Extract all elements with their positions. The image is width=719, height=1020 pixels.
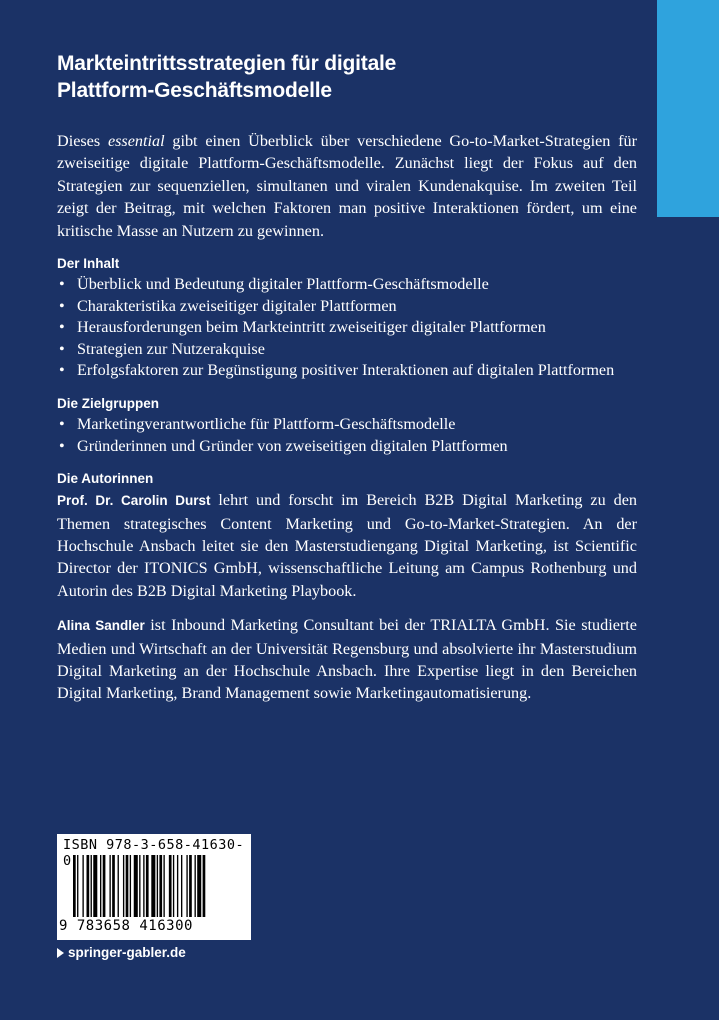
list-item-text: Herausforderungen beim Markteintritt zweiseitiger digitaler Plattformen <box>77 318 546 337</box>
bullet-icon: • <box>59 275 65 294</box>
author1-bio: lehrt und forscht im Bereich B2B Digital Marketing zu den Themen strategisches Content Marketing und Go-to-Market-Strategien. An der Hochschule Ansbach leitet sie den Masterstudiengang Digital Marketing, ist Scientific Director der ITONICS GmbH, wissenschaftliche Leitung am Campus Rothenburg und Autorin des B2B Digital Marketing Playbook. <box>57 491 637 600</box>
barcode-bar <box>139 855 140 917</box>
accent-bar <box>657 0 719 217</box>
barcode-bar <box>82 855 83 917</box>
author2-name: Alina Sandler <box>57 618 145 634</box>
author1-paragraph <box>57 489 637 602</box>
list-item <box>57 274 637 296</box>
barcode-bar <box>123 855 124 917</box>
publisher-link[interactable] <box>57 945 186 960</box>
bullet-icon: • <box>59 361 65 380</box>
barcode-bar <box>197 855 201 917</box>
bullet-icon: • <box>59 296 65 315</box>
barcode-bar <box>109 855 110 917</box>
title-line-2: Plattform-Geschäftsmodelle <box>57 79 332 102</box>
bullet-icon: • <box>59 436 65 455</box>
author2-bio: ist Inbound Marketing Consultant bei der TRIALTA GmbH. Sie studierte Medien und Wirtschaft an der Universität Regensburg und absolvierte ihr Masterstudium Digital Marketing an der Hochschule Ansbach. Ihre Expertise liegt in den Bereichen Digital Marketing, Brand Management sowie Marketingautomatisierung. <box>57 616 637 703</box>
barcode-bar <box>91 855 92 917</box>
publisher-url: springer-gabler.de <box>68 945 186 960</box>
barcode-digits: 9 783658 416300 <box>59 918 193 934</box>
barcode-bar <box>118 855 119 917</box>
barcode-bar <box>93 855 97 917</box>
zielgruppen-heading: Die Zielgruppen <box>57 396 160 411</box>
book-title <box>57 50 637 104</box>
barcode-bar <box>195 855 196 917</box>
bullet-icon: • <box>59 339 65 358</box>
list-item-text: Erfolgsfaktoren zur Begünstigung positiver Interaktionen auf digitalen Plattformen <box>77 361 615 380</box>
barcode-bar <box>103 855 106 917</box>
isbn-text: ISBN 978-3-658-41630-0 <box>63 837 245 869</box>
author1-name: Prof. Dr. Carolin Durst <box>57 493 211 509</box>
list-item-text: Überblick und Bedeutung digitaler Plattform-Geschäftsmodelle <box>77 275 489 294</box>
barcode-bar <box>203 855 206 917</box>
isbn-barcode <box>57 834 251 940</box>
author2-paragraph <box>57 614 637 705</box>
barcode-bar <box>186 855 187 917</box>
arrow-right-icon <box>57 948 64 958</box>
barcode-bar <box>126 855 129 917</box>
barcode-bar <box>100 855 101 917</box>
barcode-bars <box>73 855 245 917</box>
list-item-text: Gründerinnen und Gründer von zweiseitigen digitalen Plattformen <box>77 436 508 455</box>
list-item <box>57 436 637 458</box>
barcode-bar <box>159 855 162 917</box>
intro-rest: gibt einen Überblick über verschiedene Go-to-Market-Strategien für zweiseitige digitale Plattform-Geschäftsmodelle. Zunächst liegt der Fokus auf den Strategien zur sequenziellen, simultanen und viralen Kundenakquise. Im zweiten Teil zeigt der Beitrag, mit welchen Faktoren man positive Interaktionen fördert, um eine kritische Masse an Nutzern zu gewinnen. <box>57 132 637 240</box>
list-item-text: Marketingverantwortliche für Plattform-Geschäftsmodelle <box>77 415 456 433</box>
intro-emphasis: essential <box>107 132 165 150</box>
inhalt-list <box>57 274 637 382</box>
intro-prefix: Dieses <box>57 132 108 150</box>
barcode-bar <box>146 855 149 917</box>
barcode-bar <box>181 855 182 917</box>
inhalt-heading: Der Inhalt <box>57 256 120 272</box>
bullet-icon: • <box>59 415 65 433</box>
barcode-bar <box>163 855 164 917</box>
title-line-1: Markteintrittsstrategien für digitale <box>57 52 397 75</box>
barcode-bar <box>134 855 138 917</box>
barcode-bar <box>157 855 158 917</box>
list-item-text: Strategien zur Nutzerakquise <box>77 339 265 358</box>
barcode-bar <box>173 855 174 917</box>
barcode-bar <box>77 855 78 917</box>
barcode-bar <box>169 855 172 917</box>
barcode-bar <box>112 855 115 917</box>
list-item <box>57 317 637 339</box>
intro-paragraph <box>57 130 637 242</box>
barcode-bar <box>151 855 155 917</box>
list-item <box>57 414 637 436</box>
barcode-bar <box>87 855 90 917</box>
barcode-bar <box>177 855 178 917</box>
barcode-bar <box>143 855 144 917</box>
list-item <box>57 360 637 382</box>
autorinnen-heading: Die Autorinnen <box>57 471 154 487</box>
zielgruppen-list <box>57 414 637 457</box>
list-item-text: Charakteristika zweiseitiger digitaler Plattformen <box>77 296 397 315</box>
barcode-bar <box>73 855 76 917</box>
bullet-icon: • <box>59 318 65 337</box>
list-item <box>57 339 637 361</box>
barcode-bar <box>130 855 131 917</box>
back-cover-content <box>57 50 637 705</box>
list-item <box>57 296 637 318</box>
barcode-bar <box>189 855 192 917</box>
